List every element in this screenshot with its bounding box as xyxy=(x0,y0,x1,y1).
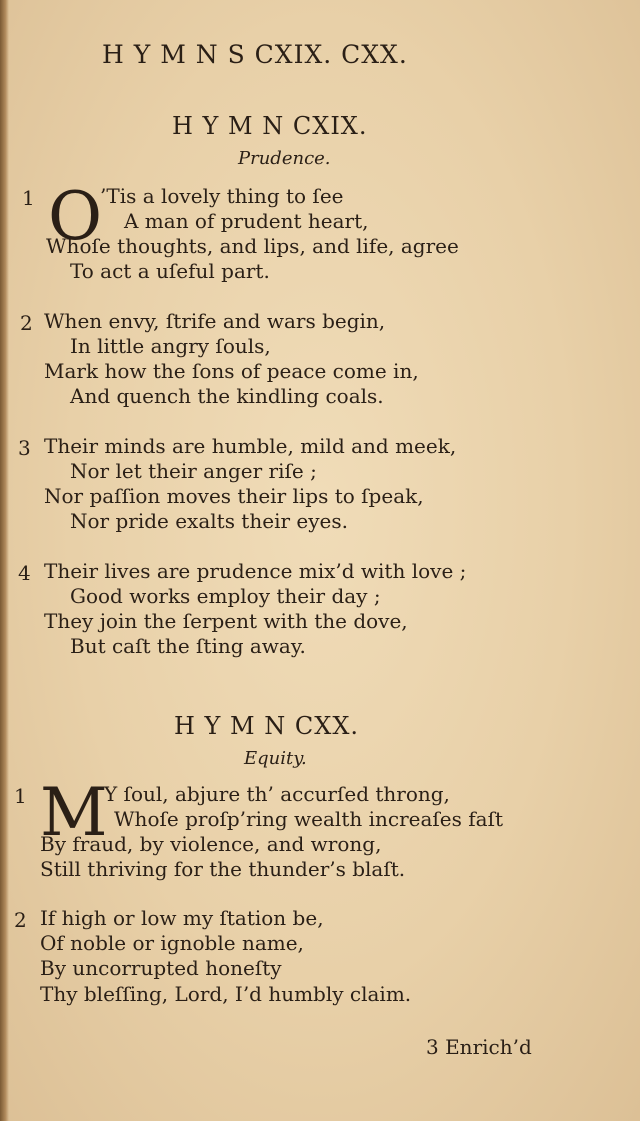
verse-line: Their minds are humble, mild and meek, xyxy=(44,434,457,458)
verse-line: Nor let their anger riſe ; xyxy=(70,459,317,483)
verse-line: Nor paſſion moves their lips to ſpeak, xyxy=(44,484,424,508)
verse-line: Good works employ their day ; xyxy=(70,584,381,608)
verse-line: Their lives are prudence mix’d with love ; xyxy=(44,559,467,583)
verse-line: Nor pride exalts their eyes. xyxy=(70,509,348,533)
book-spine-shadow xyxy=(0,0,9,1121)
hymn-119-title: H Y M N CXIX. xyxy=(172,112,368,140)
verse-line: By fraud, by violence, and wrong, xyxy=(40,832,382,856)
hymn-120-subtitle: Equity. xyxy=(244,748,307,769)
verse-number: 1 xyxy=(14,784,27,808)
verse-number: 1 xyxy=(22,186,35,210)
drop-cap: O xyxy=(48,178,103,255)
verse-line: They join the ſerpent with the dove, xyxy=(44,609,408,633)
verse-line: But caſt the ſting away. xyxy=(70,634,306,658)
verse-line: To act a uſeful part. xyxy=(70,259,270,283)
verse-line: Whoſe proſp’ring wealth increaſes faſt xyxy=(114,807,504,831)
verse-number: 3 xyxy=(18,436,31,460)
drop-cap: M xyxy=(40,774,108,851)
running-head: H Y M N S CXIX. CXX. xyxy=(102,40,408,69)
verse-line: In little angry ſouls, xyxy=(70,334,271,358)
verse-number: 2 xyxy=(14,908,27,932)
hymn-120-title: H Y M N CXX. xyxy=(174,712,360,740)
verse-line: Still thriving for the thunder’s blaſt. xyxy=(40,857,406,881)
catchword: 3 Enrich’d xyxy=(426,1035,532,1059)
verse-line: Whoſe thoughts, and lips, and life, agree xyxy=(46,234,459,258)
verse-line: By uncorrupted honeſty xyxy=(40,956,282,980)
verse-line: A man of prudent heart, xyxy=(124,209,369,233)
verse-number: 4 xyxy=(18,561,31,585)
verse-line: ’Tis a lovely thing to ſee xyxy=(100,184,344,208)
verse-line: Of noble or ignoble name, xyxy=(40,931,304,955)
verse-line: Mark how the ſons of peace come in, xyxy=(44,359,419,383)
verse-line: Thy bleſſing, Lord, I’d humbly claim. xyxy=(40,982,412,1006)
hymn-119-subtitle: Prudence. xyxy=(238,148,331,169)
verse-number: 2 xyxy=(20,311,33,335)
verse-line: When envy, ſtrife and wars begin, xyxy=(44,309,386,333)
verse-line: If high or low my ſtation be, xyxy=(40,906,324,930)
verse-line: Y ſoul, abjure th’ accurſed throng, xyxy=(104,782,450,806)
verse-line: And quench the kindling coals. xyxy=(70,384,384,408)
